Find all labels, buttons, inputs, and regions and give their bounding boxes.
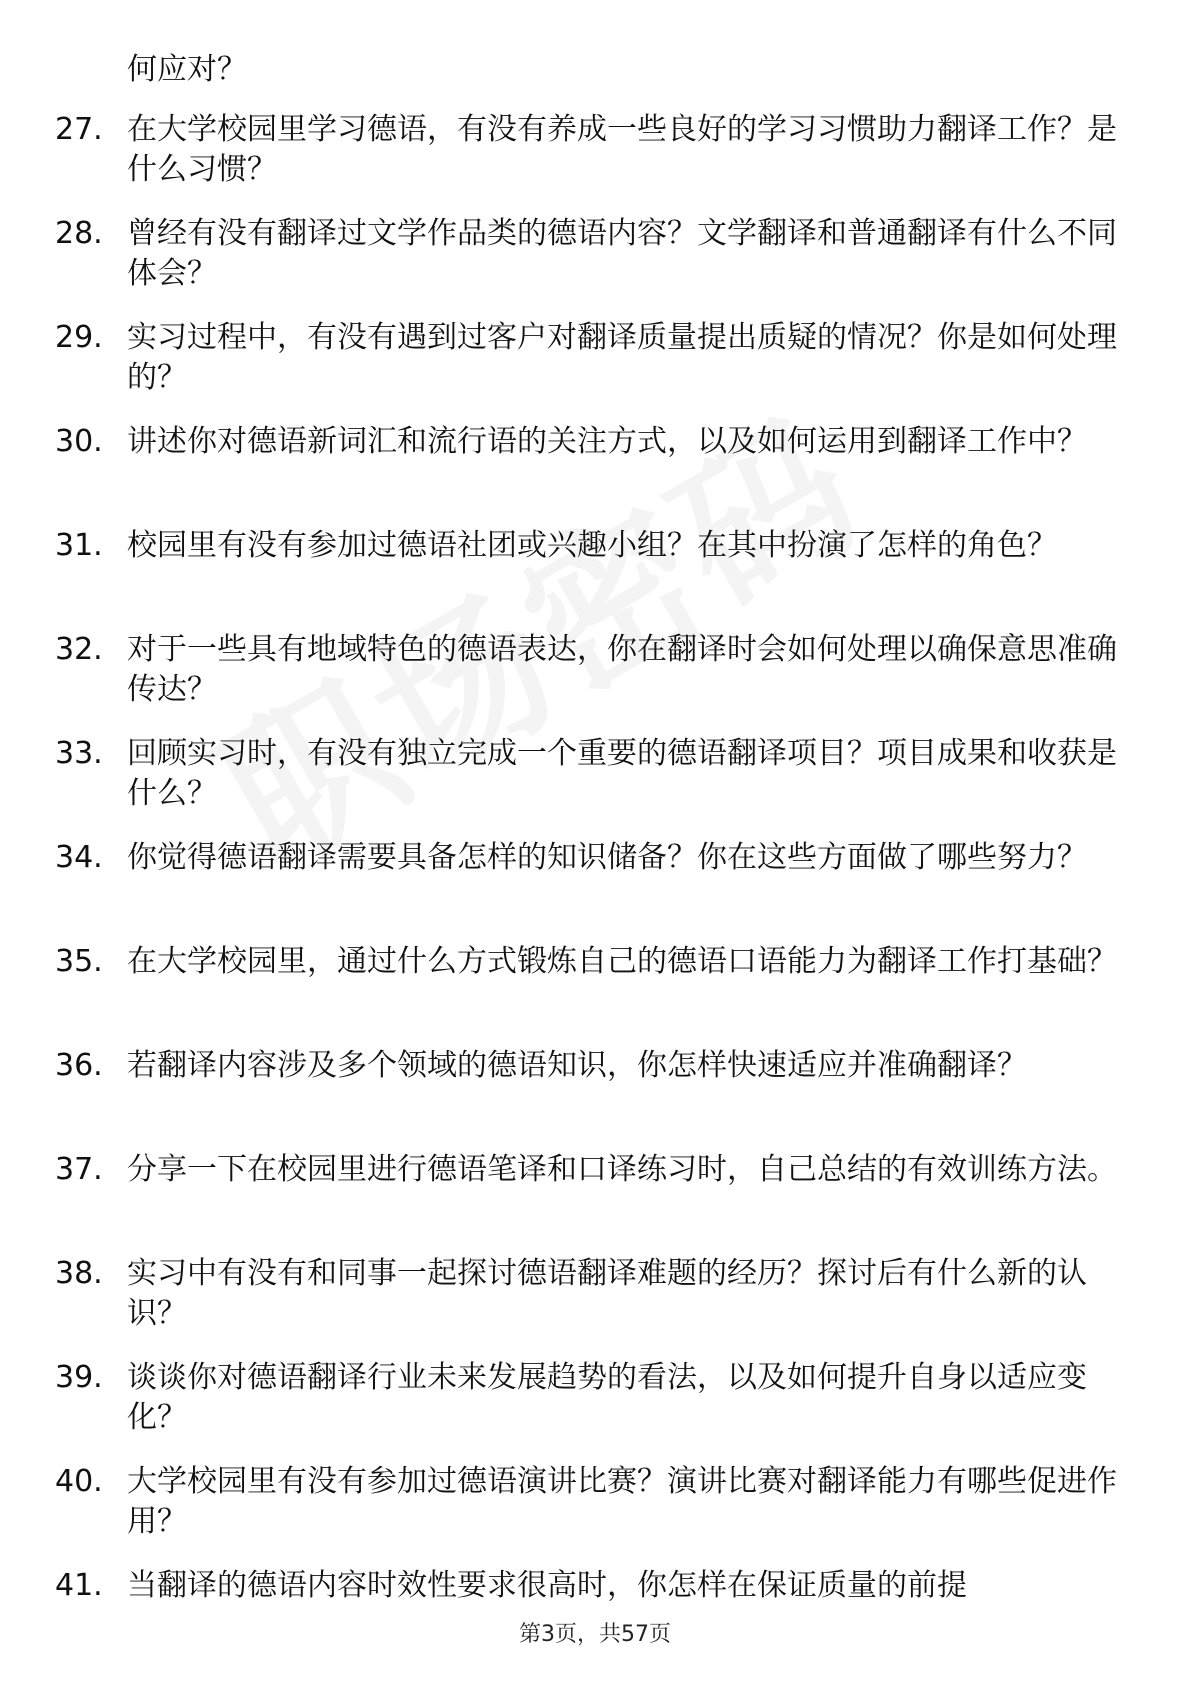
question-text: 实习过程中，有没有遇到过客户对翻译质量提出质疑的情况？你是如何处理的？ [127, 320, 1117, 395]
list-item [55, 630, 1135, 710]
question-text: 在大学校园里学习德语，有没有养成一些良好的学习习惯助力翻译工作？是什么习惯？ [127, 112, 1117, 187]
list-item [55, 526, 1135, 606]
question-number: 31. [55, 528, 103, 563]
list-item [55, 1566, 1135, 1606]
question-text: 讲述你对德语新词汇和流行语的关注方式，以及如何运用到翻译工作中？ [127, 424, 1087, 459]
list-item [55, 1150, 1135, 1230]
list-item [55, 734, 1135, 814]
question-text: 在大学校园里，通过什么方式锻炼自己的德语口语能力为翻译工作打基础？ [127, 944, 1117, 979]
list-item [55, 318, 1135, 398]
question-number: 38. [55, 1256, 103, 1291]
question-text: 大学校园里有没有参加过德语演讲比赛？演讲比赛对翻译能力有哪些促进作用？ [127, 1464, 1117, 1539]
question-number: 29. [55, 320, 103, 355]
list-item [55, 422, 1135, 502]
list-item [55, 1462, 1135, 1542]
previous-question-continuation: 何应对？ [127, 52, 247, 87]
question-text: 当翻译的德语内容时效性要求很高时，你怎样在保证质量的前提 [127, 1568, 967, 1603]
question-text: 对于一些具有地域特色的德语表达，你在翻译时会如何处理以确保意思准确传达？ [127, 632, 1117, 707]
list-item [55, 214, 1135, 294]
question-number: 28. [55, 216, 103, 251]
list-item [55, 838, 1135, 918]
list-item [55, 1046, 1135, 1126]
question-number: 35. [55, 944, 103, 979]
question-number: 41. [55, 1568, 103, 1603]
list-item [55, 110, 1135, 190]
question-number: 36. [55, 1048, 103, 1083]
question-number: 39. [55, 1360, 103, 1395]
page-footer: 第3页，共57页 [519, 1622, 671, 1647]
question-number: 32. [55, 632, 103, 667]
list-item [55, 1254, 1135, 1334]
question-text: 你觉得德语翻译需要具备怎样的知识储备？你在这些方面做了哪些努力？ [127, 840, 1087, 875]
question-number: 30. [55, 424, 103, 459]
question-text: 实习中有没有和同事一起探讨德语翻译难题的经历？探讨后有什么新的认识？ [127, 1256, 1087, 1331]
question-number: 27. [55, 112, 103, 147]
question-number: 37. [55, 1152, 103, 1187]
question-number: 34. [55, 840, 103, 875]
question-text: 若翻译内容涉及多个领域的德语知识，你怎样快速适应并准确翻译？ [127, 1048, 1027, 1083]
question-number: 40. [55, 1464, 103, 1499]
question-text: 回顾实习时，有没有独立完成一个重要的德语翻译项目？项目成果和收获是什么？ [127, 736, 1117, 811]
question-text: 曾经有没有翻译过文学作品类的德语内容？文学翻译和普通翻译有什么不同体会？ [127, 216, 1117, 291]
list-item [55, 942, 1135, 1022]
question-list [55, 110, 1135, 1606]
question-text: 分享一下在校园里进行德语笔译和口译练习时，自己总结的有效训练方法。 [127, 1152, 1117, 1187]
question-number: 33. [55, 736, 103, 771]
question-text: 校园里有没有参加过德语社团或兴趣小组？在其中扮演了怎样的角色？ [127, 528, 1057, 563]
question-text: 谈谈你对德语翻译行业未来发展趋势的看法，以及如何提升自身以适应变化？ [127, 1360, 1087, 1435]
list-item [55, 1358, 1135, 1438]
